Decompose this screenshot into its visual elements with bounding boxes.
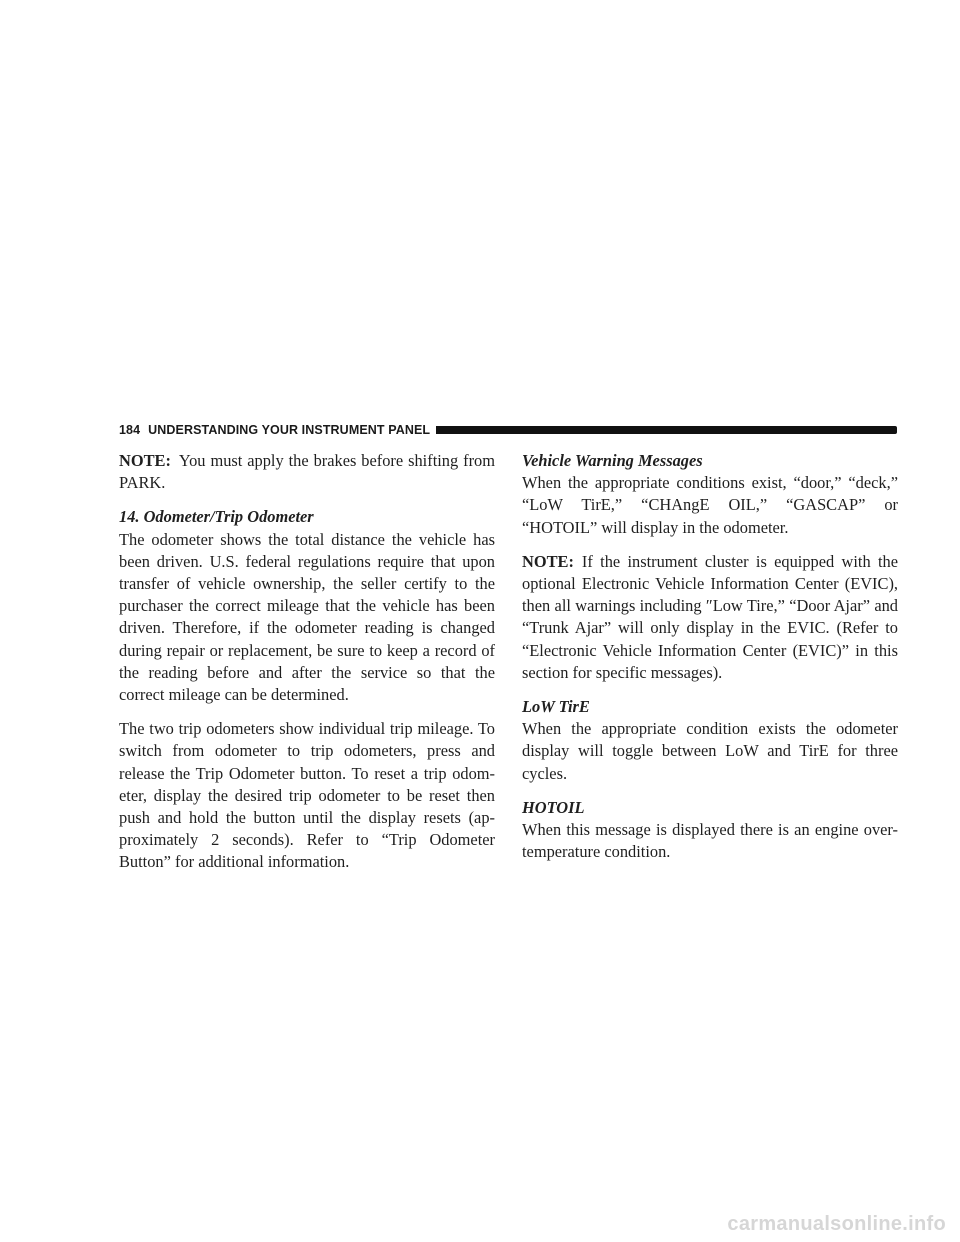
note-paragraph — [119, 450, 495, 494]
odometer-paragraph: The odometer shows the total distance the vehicle has been driven. U.S. federal regulations require that upon transfer of vehicle ownership, the seller certify to the purchaser the correct mileage that the vehicle has been driven. Therefore, if the odometer reading is changed during repair or replacement, be sure to keep a record of the reading before and after the service so that the correct mileage can be determined. — [119, 529, 495, 705]
note-label: NOTE: — [522, 551, 574, 571]
section-title: UNDERSTANDING YOUR INSTRUMENT PANEL — [148, 423, 431, 437]
left-column — [119, 450, 495, 886]
note-label: NOTE: — [119, 451, 171, 470]
page-number: 184 — [119, 423, 141, 437]
hot-oil-heading: HOTOIL — [522, 797, 585, 817]
watermark: carmanualsonline.info — [727, 1213, 946, 1235]
low-tire-heading: LoW TirE — [522, 697, 590, 717]
warning-messages-heading: Vehicle Warning Messages — [522, 451, 703, 470]
note-text: If the instrument cluster is equipped with the optional Electronic Vehicle Information Center (EVIC), then all warnings including ″Low Tire,” “Door Ajar” and “Trunk Ajar” will only display in the EVIC. (Refer to “Electronic Vehicle Information Center (EVIC)” in this section for specific messages). — [522, 551, 898, 682]
warning-messages-paragraph: When the appropriate conditions exist, “door,” “deck,” “LoW TirE,” “CHAngE OIL,” “GASCAP” or “HOTOIL” will display in the odometer. — [522, 473, 898, 537]
right-column — [522, 450, 898, 875]
odometer-heading: 14. Odometer/Trip Odometer — [119, 507, 314, 527]
page-header — [119, 421, 897, 439]
evic-note-paragraph — [522, 551, 898, 684]
header-rule — [436, 426, 897, 434]
trip-odometer-paragraph: The two trip odometers show individual trip mileage. To switch from odometer to trip odometers, press and release the Trip Odometer button. To reset a trip odom-eter, display the desired trip odometer to be reset then push and hold the button until the display resets (ap-proximately 2 seconds). Refer to “Trip Odometer Button” for additional information. — [119, 719, 495, 872]
low-tire-paragraph: When the appropriate condition exists the odometer display will toggle between LoW and TirE for three cycles. — [522, 719, 898, 783]
note-text: You must apply the brakes before shifting from PARK. — [119, 451, 495, 493]
hot-oil-paragraph: When this message is displayed there is an engine over-temperature condition. — [522, 820, 898, 862]
